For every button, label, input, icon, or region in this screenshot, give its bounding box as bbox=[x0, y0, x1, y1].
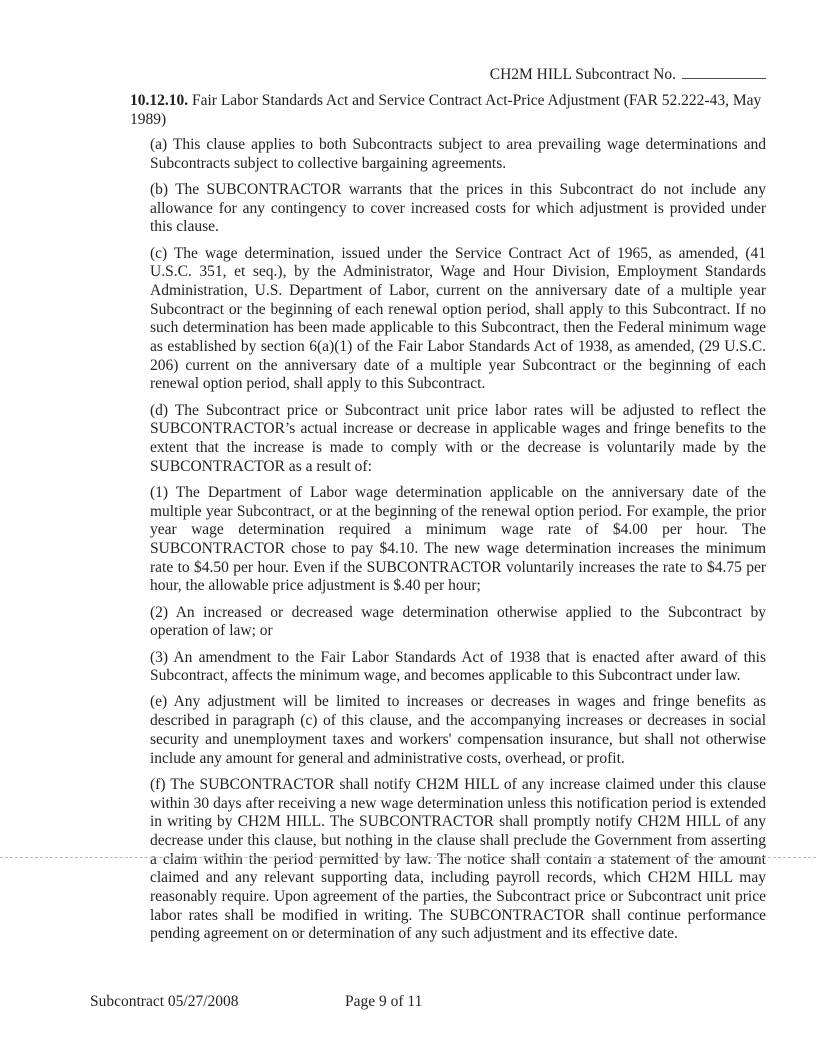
paragraph-d: (d) The Subcontract price or Subcontract unit price labor rates will be adjusted to reflect the SUBCONTRACTOR’s actual increase or decrease in applicable wages and fringe benefits to the extent that the increase is made to comply with or the decrease is voluntarily made by the SUBCONTRACTOR as a result of: bbox=[150, 401, 766, 475]
section-number: 10.12.10. bbox=[130, 92, 189, 109]
paragraph-b: (b) The SUBCONTRACTOR warrants that the prices in this Subcontract do not include any allowance for any contingency to cover increased costs for which adjustment is provided under this clause. bbox=[150, 180, 766, 236]
subcontract-no-label: CH2M HILL Subcontract No. bbox=[489, 66, 676, 83]
paragraph-c: (c) The wage determination, issued under the Service Contract Act of 1965, as amended, (41 U.S.C. 351, et seq.), by the Administrator, Wage and Hour Division, Employment Standards Administration, U.S. Department of Labor, current on the anniversary date of a multiple year Subcontract or the beginning of each renewal option period, shall apply to this Subcontract. If no such determination has been made applicable to this Subcontract, then the Federal minimum wage as established by section 6(a)(1) of the Fair Labor Standards Act of 1938, as amended, (29 U.S.C. 206) current on the anniversary date of a multiple year Subcontract or the beginning of each renewal option period, shall apply to this Subcontract. bbox=[150, 244, 766, 393]
footer-document-version: Subcontract 05/27/2008 bbox=[90, 993, 239, 1010]
section-heading bbox=[130, 91, 770, 129]
subcontract-no-blank bbox=[682, 64, 766, 79]
header-subcontract-no bbox=[490, 64, 766, 84]
paragraph-d3: (3) An amendment to the Fair Labor Standards Act of 1938 that is enacted after award of this Subcontract, affects the minimum wage, and becomes applicable to this Subcontract under law. bbox=[150, 648, 766, 685]
paragraph-a: (a) This clause applies to both Subcontracts subject to area prevailing wage determinations and Subcontracts subject to collective bargaining agreements. bbox=[150, 136, 766, 172]
paragraph-f: (f) The SUBCONTRACTOR shall notify CH2M HILL of any increase claimed under this clause within 30 days after receiving a new wage determination unless this notification period is extended in writing by CH2M HILL. The SUBCONTRACTOR shall promptly notify CH2M HILL of any decrease under this clause, but nothing in the clause shall preclude the Government from asserting a claim within the period permitted by law. The notice shall contain a statement of the amount claimed and any relevant supporting data, including payroll records, which CH2M HILL may reasonably require. Upon agreement of the parties, the Subcontract price or Subcontract unit price labor rates shall be modified in writing. The SUBCONTRACTOR shall continue performance pending agreement on or determination of any such adjustment and its effective date. bbox=[150, 775, 766, 943]
paragraph-e: (e) Any adjustment will be limited to increases or decreases in wages and fringe benefits as described in paragraph (c) of this clause, and the accompanying increases or decreases in social security and unemployment taxes and workers' compensation insurance, but shall not otherwise include any amount for general and administrative costs, overhead, or profit. bbox=[150, 693, 766, 767]
section-title: Fair Labor Standards Act and Service Contract Act-Price Adjustment (FAR 52.222-43, May 1989) bbox=[130, 92, 762, 128]
scan-artifact-line bbox=[0, 857, 816, 858]
footer-page-number: Page 9 of 11 bbox=[345, 993, 423, 1010]
paragraph-d2: (2) An increased or decreased wage determination otherwise applied to the Subcontract by operation of law; or bbox=[150, 603, 766, 640]
paragraph-d1: (1) The Department of Labor wage determination applicable on the anniversary date of the multiple year Subcontract, or at the beginning of the renewal option period. For example, the prior year wage determination required a minimum wage rate of $4.00 per hour. The SUBCONTRACTOR chose to pay $4.10. The new wage determination increases the minimum rate to $4.50 per hour. Even if the SUBCONTRACTOR voluntarily increases the rate to $4.75 per hour, the allowable price adjustment is $.40 per hour; bbox=[150, 483, 766, 595]
clause-body bbox=[150, 136, 766, 952]
